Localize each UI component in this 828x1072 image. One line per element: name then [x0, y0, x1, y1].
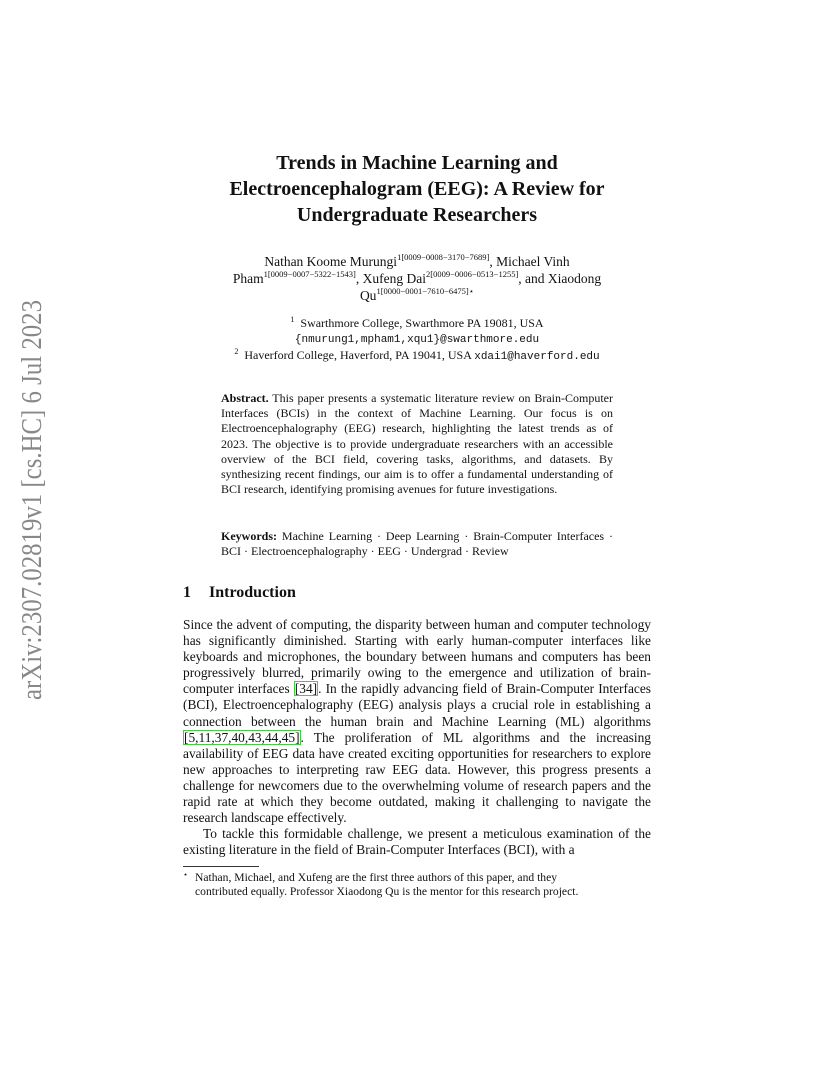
paragraph-text: . In the rapidly advancing field of Brain-Computer Interfaces (BCI), Electroencephalography (EEG) analysis plays a crucial role in establishing a connection between the human brain and Machine Learning (ML) algorithms — [183, 681, 651, 729]
paragraph-text: Since the advent of computing, the disparity between human and computer technology has significantly diminished. Starting with early human-computer interfaces like keyboards and microphones, the boundary between humans and computers has been progressively blurred, primarily owing to the emergence and utilization of brain-computer interfaces — [183, 617, 651, 697]
abstract-text: This paper presents a systematic literature review on Brain-Computer Interfaces (BCIs) in the context of Machine Learning. Our focus is on Electroencephalography (EEG) research, highlighting the latest trends as of 2023. The objective is to provide undergraduate researchers with an accessible overview of the BCI field, covering tasks, algorithms, and datasets. By synthesizing recent findings, our aim is to offer a fundamental understanding of BCI research, identifying promising avenues for future investigations. — [221, 391, 613, 497]
section-number: 1 — [183, 584, 191, 601]
author-name: Nathan Koome Murungi — [264, 254, 398, 269]
title-line-2: Electroencephalogram (EEG): A Review for — [229, 178, 605, 200]
citation-link[interactable]: [34] — [294, 681, 318, 697]
author-line-2 — [170, 270, 664, 287]
author-name: Pham — [232, 271, 264, 286]
abstract — [221, 391, 613, 497]
title-line-1: Trends in Machine Learning and — [276, 152, 558, 174]
affiliation-1-email — [170, 331, 664, 348]
title-line-3: Undergraduate Researchers — [296, 204, 538, 226]
arxiv-identifier[interactable]: arXiv:2307.02819v1 [cs.HC] 6 Jul 2023 — [16, 232, 48, 700]
author-orcid: 1[0009−0007−5322−1543] — [263, 269, 356, 279]
author-orcid: 1[0009−0008−3170−7689] — [397, 252, 490, 262]
author-line-3 — [170, 287, 664, 304]
author-name: Qu — [359, 288, 377, 303]
section-heading — [183, 584, 296, 602]
paper-title — [150, 150, 684, 228]
paragraph-text: . The proliferation of ML algorithms and the increasing availability of EEG data have created exciting opportunities for researchers to explore new approaches to interpreting raw EEG data. However, this progress presents a challenge for newcomers due to the overwhelming volume of research papers and the rapid rate at which they become outdated, making it challenging to navigate the research landscape effectively. — [183, 729, 651, 826]
footnote: ⋆ Nathan, Michael, and Xufeng are the first three authors of this paper, and they contributed equally. Professor Xiaodong Qu is the mentor for this research project. — [183, 871, 651, 900]
paragraph — [183, 617, 651, 826]
affiliation-number: 2 — [234, 347, 239, 356]
author-line-1 — [170, 253, 664, 270]
author-name: , Xufeng Dai — [355, 271, 426, 286]
email: {nmurung1,mpham1,xqu1}@swarthmore.edu — [294, 334, 540, 346]
affiliation-text: Haverford College, Haverford, PA 19041, USA — [244, 348, 475, 362]
email: xdai1@haverford.edu — [474, 351, 600, 363]
keywords-label: Keywords: — [221, 529, 277, 543]
arxiv-stamp — [0, 0, 60, 1072]
author-orcid: 1[0000−0001−7610−6475]⋆ — [376, 286, 475, 296]
affiliation-number: 1 — [290, 315, 295, 324]
body-text — [183, 617, 651, 858]
author-name: , Michael Vinh — [489, 254, 570, 269]
author-orcid: 2[0009−0006−0513−1255] — [426, 269, 519, 279]
author-list — [170, 253, 664, 304]
affiliation-1 — [170, 316, 664, 331]
footnote-divider — [183, 866, 259, 867]
affiliation-2 — [170, 348, 664, 365]
section-title: Introduction — [209, 584, 296, 601]
paragraph-text: To tackle this formidable challenge, we present a meticulous examination of the existing literature in the field of Brain-Computer Interfaces (BCI), with a — [183, 826, 651, 858]
affiliations — [170, 316, 664, 365]
footnote-text: contributed equally. Professor Xiaodong Qu is the mentor for this research project. — [195, 885, 579, 899]
citation-link[interactable]: [5,11,37,40,43,44,45] — [184, 729, 300, 745]
footnote-text: Nathan, Michael, and Xufeng are the first three authors of this paper, and they — [195, 871, 558, 884]
paragraph — [183, 826, 651, 858]
abstract-label: Abstract. — [221, 391, 269, 405]
affiliation-text: Swarthmore College, Swarthmore PA 19081, USA — [300, 316, 544, 330]
keywords-text: Machine Learning · Deep Learning · Brain-Computer Interfaces · BCI · Electroencephalography · EEG · Undergrad · Review — [221, 529, 613, 559]
keywords — [221, 529, 613, 559]
author-name: , and Xiaodong — [518, 271, 602, 286]
